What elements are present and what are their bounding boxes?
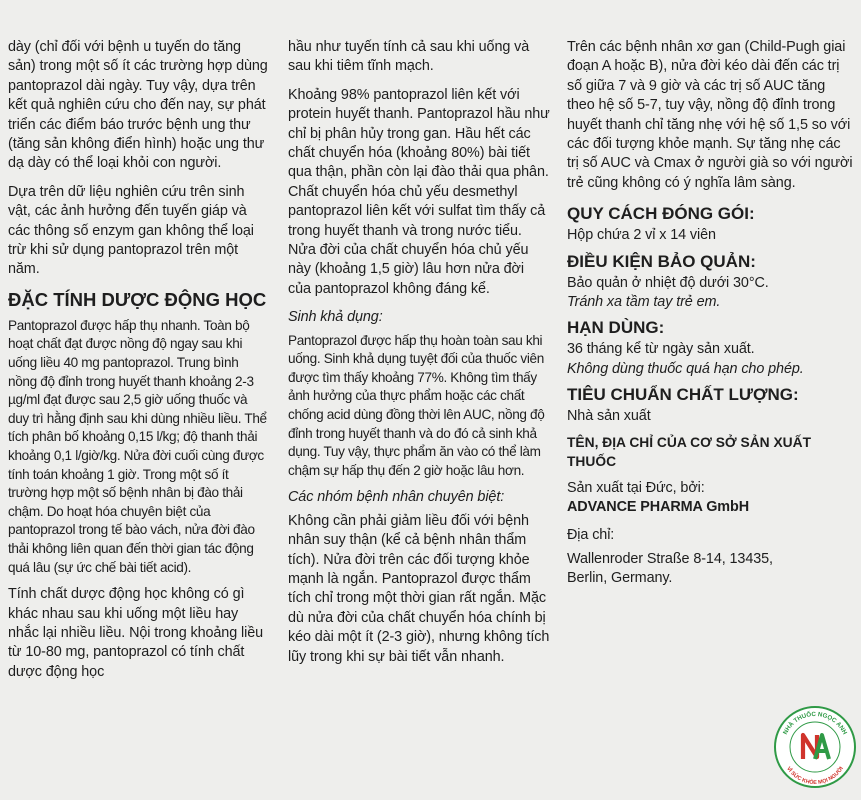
column-1 <box>8 38 270 691</box>
linearity-paragraph: Tính chất dược động học không có gì khác nhau sau khi uống một liều hay nhắc lại nhiều liều. Nội trong khoảng liều từ 10-80 mg, pantoprazol có tính chất dược động học <box>8 586 264 680</box>
storage-note: Tránh xa tầm tay trẻ em. <box>567 294 721 311</box>
cirrhosis-paragraph: Trên các bệnh nhân xơ gan (Child-Pugh giai đoạn A hoặc B), nửa đời kéo dài đến các trị số giữa 7 và 9 giờ và các trị số AUC tăng theo hệ số 5-7, tuy vậy, nồng độ đỉnh trong huyết thanh chỉ tăng nhẹ với hệ số 1,5 so với các đối tượng khỏe mạnh. Sự tăng nhẹ các trị số AUC và Cmax ở người già so với người trẻ cũng không có ý nghĩa lâm sàng. <box>567 39 853 191</box>
expiry-note: Không dùng thuốc quá hạn cho phép. <box>567 360 804 377</box>
pharmacy-logo-icon <box>773 705 857 789</box>
absorption-paragraph: Pantoprazol được hấp thụ nhanh. Toàn bộ hoạt chất đạt được nồng độ ngay sau khi uống liều 40 mg pantoprazol. Trung bình nồng độ đỉnh trong huyết thanh khoảng 2-3 µg/ml đạt được sau 2,5 giờ uống thuốc và duy trì hằng định sau khi dùng nhiều liều. Thể tích phân bố khoảng 0,15 l/kg; độ thanh thải khoảng 0,1 l/giờ/kg. Nửa đời cuối cùng được tính toán khoảng 1 giờ. Trong một số ít trường hợp một số bệnh nhân bị đào thải chậm. Do hoạt hóa chuyên biệt của pantoprazol trong tế bào vách, nửa đời đào thải không liên quan đến thời gian tác động quá lâu (sự ức chế bài tiết acid). <box>8 317 267 575</box>
logo-bottom-text: VÌ SỨC KHỎE MỌI NGƯỜI <box>785 765 845 787</box>
expiry-text <box>567 340 853 379</box>
packaging-text: Hộp chứa 2 vỉ x 14 viên <box>567 227 716 244</box>
thyroid-liver-paragraph: Dựa trên dữ liệu nghiên cứu trên sinh vật, các ảnh hưởng đến tuyến giáp và các thông số enzym gan không thể loại trừ khi sử dụng pantoprazol trên một năm. <box>8 183 254 278</box>
logo-top-text: NHÀ THUỐC NGỌC ANH <box>781 710 849 736</box>
protein-binding-paragraph: Khoảng 98% pantoprazol liên kết với protein huyết thanh. Pantoprazol hầu như chỉ bị phân hủy trong gan. Hầu hết các chất chuyển hóa (khoảng 80%) bài tiết qua thận, phần còn lại đào thải qua phân. Chất chuyển hóa chủ yếu desmethyl pantoprazol liên kết với sulfat tìm thấy cả trong huyết thanh và trong nước tiểu. Nửa đời của chất chuyển hóa chủ yếu này (khoảng 1,5 giờ) lâu hơn nửa đời của pantoprazol không đáng kể. <box>288 86 550 297</box>
pharmacokinetics-heading: ĐẶC TÍNH DƯỢC ĐỘNG HỌC <box>8 288 267 310</box>
column-2 <box>288 38 550 676</box>
column-3 <box>567 38 853 594</box>
expiry-period: 36 tháng kể từ ngày sản xuất. <box>567 341 755 358</box>
storage-text <box>567 274 853 313</box>
packaging-heading: QUY CÁCH ĐÓNG GÓI: <box>567 204 755 224</box>
storage-condition: Bảo quản ở nhiệt độ dưới 30°C. <box>567 274 769 291</box>
manufacturer-info <box>567 479 853 518</box>
storage-heading: ĐIỀU KIỆN BẢO QUẢN: <box>567 251 756 271</box>
address-label: Địa chỉ: <box>567 526 615 543</box>
address-text: Wallenroder Straße 8-14, 13435, Berlin, Germany. <box>567 550 773 587</box>
company-name: ADVANCE PHARMA GmbH <box>567 499 749 516</box>
expiry-heading: HẠN DÙNG: <box>567 318 665 338</box>
quality-text: Nhà sản xuất <box>567 408 651 425</box>
renal-impairment-paragraph: Không cần phải giảm liều đối với bệnh nhân suy thận (kể cả bệnh nhân thẩm tích). Nửa đời trên các đối tượng khỏe mạnh là ngắn. Pantoprazol được thẩm tích chỉ trong một thời gian rất ngắn. Mặc dù nửa đời của chất chuyển hóa chính bị kéo dài một ít (2-3 giờ), nhưng không tích lũy trong khi sự bài tiết vẫn nhanh. <box>288 512 550 665</box>
linearity-continued: hầu như tuyến tính cả sau khi uống và sau khi tiêm tĩnh mạch. <box>288 39 530 75</box>
quality-heading: TIÊU CHUẨN CHẤT LƯỢNG: <box>567 385 799 405</box>
manufacturer-heading: TÊN, ĐỊA CHỈ CỦA CƠ SỞ SẢN XUẤT THUỐC <box>567 434 812 469</box>
made-in-text: Sản xuất tại Đức, bởi: <box>567 479 705 496</box>
bioavailability-subheading: Sinh khả dụng: <box>288 309 383 326</box>
carcinogenicity-paragraph: dày (chỉ đối với bệnh u tuyến do tăng sản) trong một số ít các trường hợp dùng pantoprazol dài ngày. Tuy vậy, dựa trên kết quả nghiên cứu cho đến nay, sự phát triển các điểm báo trước bệnh ung thư (tăng sản không điển hình) hoặc ung thư dạ dày có thể loại khỏi con người. <box>8 39 268 172</box>
bioavailability-paragraph: Pantoprazol được hấp thụ hoàn toàn sau khi uống. Sinh khả dụng tuyệt đối của thuốc viên được tìm thấy khoảng 77%. Không tìm thấy ảnh hưởng của thực phẩm hoặc các chất chống acid dùng đồng thời lên AUC, nồng độ đỉnh trong huyết thanh và do đó cả sinh khả dụng. Tuy vậy, thực phẩm ăn vào có thể làm chậm sự hấp thụ đến 2 giờ hoặc lâu hơn. <box>288 332 545 478</box>
special-populations-subheading: Các nhóm bệnh nhân chuyên biệt: <box>288 489 505 506</box>
